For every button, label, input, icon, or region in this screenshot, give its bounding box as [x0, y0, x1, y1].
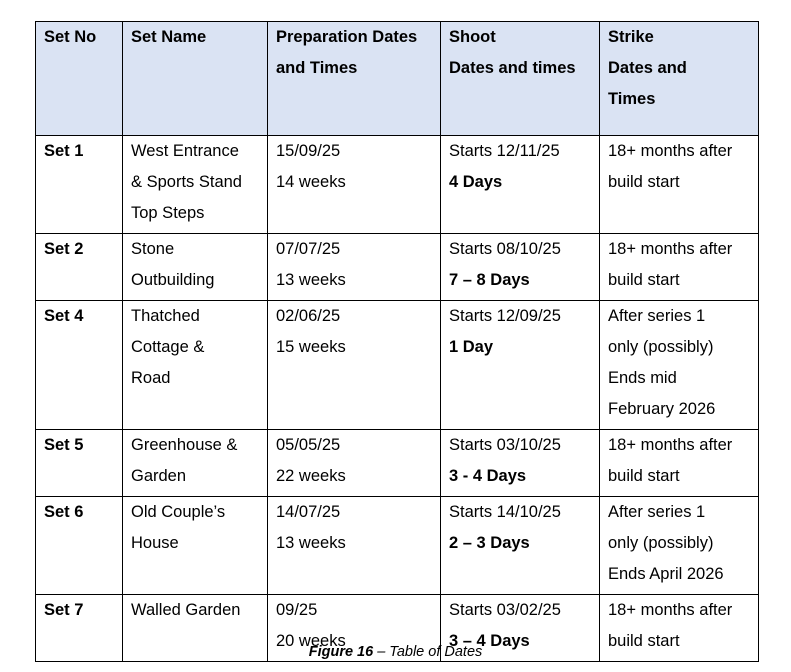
header-strike: [600, 22, 759, 136]
strike-cell: [600, 430, 759, 497]
cell-line: 13 weeks: [276, 534, 346, 552]
set-name-cell: [123, 301, 268, 430]
cell-line: Stone: [131, 240, 175, 258]
strike-cell: [600, 301, 759, 430]
header-line: and Times: [276, 59, 358, 77]
header-row: [36, 22, 759, 136]
preparation-cell: [268, 234, 441, 301]
cell-line: only (possibly): [608, 534, 714, 552]
table-body: [36, 136, 759, 662]
cell-line: 14/07/25: [276, 503, 341, 521]
cell-line: 1 Day: [449, 338, 494, 356]
cell-line: Starts 03/02/25: [449, 601, 561, 619]
cell-line: Walled Garden: [131, 601, 241, 619]
header-line: Preparation Dates: [276, 28, 418, 46]
cell-line: Set 4: [44, 307, 84, 325]
cell-line: 4 Days: [449, 173, 503, 191]
cell-line: Garden: [131, 467, 187, 485]
header-set-no: [36, 22, 123, 136]
cell-line: Set 6: [44, 503, 84, 521]
set-name-cell: [123, 430, 268, 497]
caption-label: Figure 16: [308, 644, 374, 660]
cell-line: Starts 08/10/25: [449, 240, 561, 258]
cell-line: Thatched: [131, 307, 200, 325]
cell-line: Top Steps: [131, 204, 205, 222]
cell-line: only (possibly): [608, 338, 714, 356]
cell-line: 3 - 4 Days: [449, 467, 527, 485]
preparation-cell: [268, 136, 441, 234]
shoot-cell: [441, 430, 600, 497]
cell-line: House: [131, 534, 179, 552]
set-no-cell: [36, 136, 123, 234]
table-row: [36, 234, 759, 301]
preparation-cell: [268, 430, 441, 497]
header-line: Strike: [608, 28, 654, 46]
cell-line: 15 weeks: [276, 338, 346, 356]
strike-cell: [600, 497, 759, 595]
table-row: [36, 430, 759, 497]
strike-cell: [600, 234, 759, 301]
cell-line: & Sports Stand: [131, 173, 242, 191]
figure-caption: [0, 644, 791, 660]
cell-line: 18+ months after: [608, 240, 733, 258]
cell-line: 05/05/25: [276, 436, 341, 454]
cell-line: 18+ months after: [608, 142, 733, 160]
strike-cell: [600, 136, 759, 234]
set-no-cell: [36, 301, 123, 430]
cell-line: build start: [608, 173, 680, 191]
cell-line: 02/06/25: [276, 307, 341, 325]
header-line: Dates and times: [449, 59, 576, 77]
cell-line: West Entrance: [131, 142, 239, 160]
cell-line: 07/07/25: [276, 240, 341, 258]
cell-line: 7 – 8 Days: [449, 271, 530, 289]
header-shoot: [441, 22, 600, 136]
cell-line: After series 1: [608, 503, 706, 521]
set-name-cell: [123, 234, 268, 301]
cell-line: 09/25: [276, 601, 318, 619]
shoot-cell: [441, 497, 600, 595]
set-no-cell: [36, 497, 123, 595]
shoot-cell: [441, 301, 600, 430]
cell-line: Set 5: [44, 436, 84, 454]
set-name-cell: [123, 497, 268, 595]
cell-line: 22 weeks: [276, 467, 346, 485]
cell-line: Ends April 2026: [608, 565, 724, 583]
cell-line: February 2026: [608, 400, 716, 418]
table-row: [36, 497, 759, 595]
cell-line: build start: [608, 271, 680, 289]
table-row: [36, 136, 759, 234]
header-line: Set No: [44, 28, 97, 46]
header-line: Set Name: [131, 28, 207, 46]
cell-line: build start: [608, 632, 680, 650]
header-line: Times: [608, 90, 656, 108]
cell-line: Greenhouse &: [131, 436, 238, 454]
cell-line: 2 – 3 Days: [449, 534, 530, 552]
cell-line: 15/09/25: [276, 142, 341, 160]
cell-line: Cottage &: [131, 338, 205, 356]
shoot-cell: [441, 136, 600, 234]
cell-line: build start: [608, 467, 680, 485]
set-no-cell: [36, 430, 123, 497]
cell-line: Set 2: [44, 240, 84, 258]
cell-line: Starts 03/10/25: [449, 436, 561, 454]
cell-line: Starts 12/11/25: [449, 142, 560, 160]
cell-line: 13 weeks: [276, 271, 346, 289]
cell-line: Set 7: [44, 601, 84, 619]
dates-table: [35, 21, 759, 662]
cell-line: Set 1: [44, 142, 84, 160]
caption-text: – Table of Dates: [373, 644, 483, 660]
header-line: Dates and: [608, 59, 687, 77]
cell-line: 18+ months after: [608, 601, 733, 619]
cell-line: 18+ months after: [608, 436, 733, 454]
cell-line: Road: [131, 369, 171, 387]
cell-line: 20 weeks: [276, 632, 346, 650]
cell-line: Starts 14/10/25: [449, 503, 561, 521]
header-set-name: [123, 22, 268, 136]
table-row: [36, 301, 759, 430]
cell-line: Old Couple’s: [131, 503, 226, 521]
header-line: Shoot: [449, 28, 496, 46]
cell-line: Starts 12/09/25: [449, 307, 561, 325]
set-name-cell: [123, 136, 268, 234]
set-no-cell: [36, 234, 123, 301]
cell-line: Ends mid: [608, 369, 677, 387]
shoot-cell: [441, 234, 600, 301]
cell-line: 3 – 4 Days: [449, 632, 530, 650]
cell-line: Outbuilding: [131, 271, 215, 289]
preparation-cell: [268, 301, 441, 430]
cell-line: After series 1: [608, 307, 706, 325]
header-preparation: [268, 22, 441, 136]
cell-line: 14 weeks: [276, 173, 346, 191]
preparation-cell: [268, 497, 441, 595]
